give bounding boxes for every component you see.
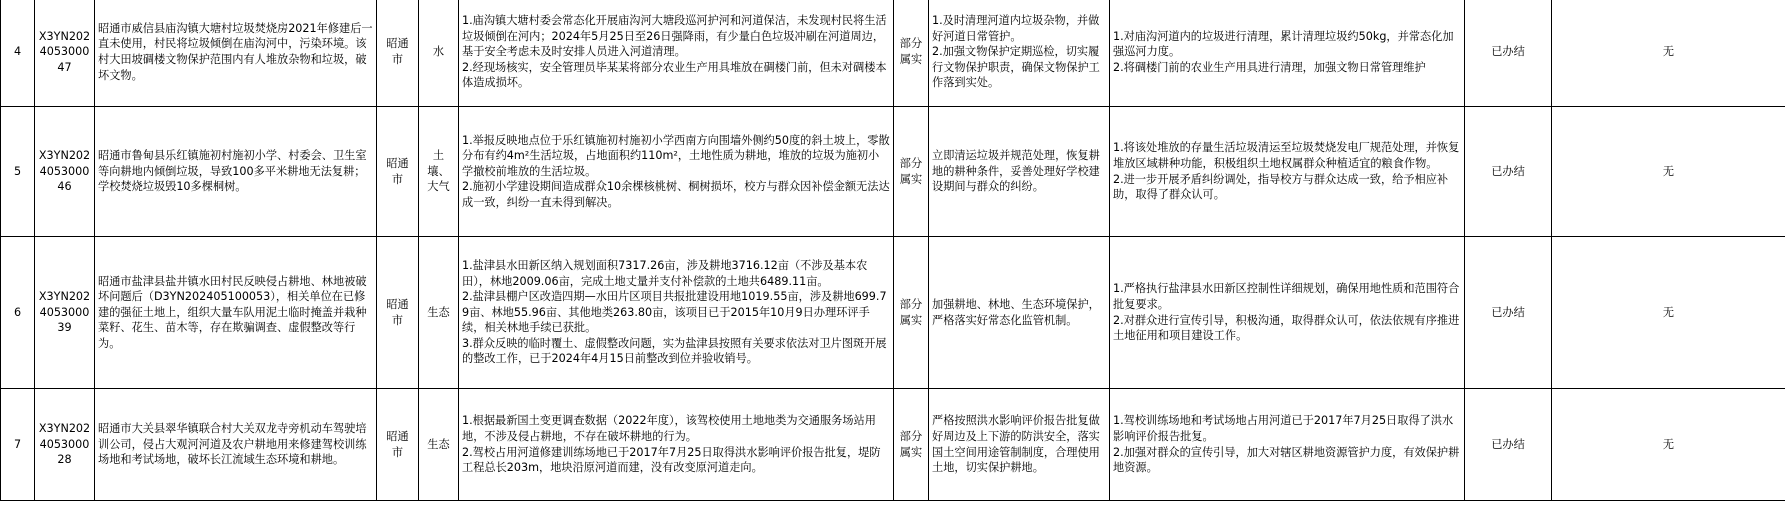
table-row xyxy=(1,389,1785,501)
finding-item: 2.盐津县棚户区改造四期—水田片区项目共报批建设用地1019.55亩，涉及耕地699.79亩、林地55.96亩、其他地类263.80亩，该项目已于2015年10月9日办理环评手续，相关林地手续已获批。 xyxy=(462,290,887,335)
handling-measures xyxy=(1110,389,1465,501)
case-code: X3YN202 405300028 xyxy=(35,389,95,501)
measure-item: 1.驾校训练场地和考试场地占用河道已于2017年7月25日取得了洪水影响评价报告批复。 xyxy=(1113,414,1454,443)
finding-item: 1.举报反映地点位于乐红镇施初村施初小学西南方向围墙外侧约50度的斜土坡上，零散分布有约4m²生活垃圾，占地面积约110m²，土地性质为耕地，堆放的垃圾为施初小学撤校前堆放的生活垃圾。 xyxy=(462,133,890,178)
table-row xyxy=(1,0,1785,107)
measure-item: 2.进一步开展矛盾纠纷调处，指导校方与群众达成一致，给予相应补助，取得了群众认可。 xyxy=(1113,172,1449,202)
rectification-requirements xyxy=(929,237,1110,389)
finding-item: 2.经现场核实，安全管理员毕某某将部分农业生产用具堆放在碉楼门前，但未对碉楼本体造成损坏。 xyxy=(462,60,887,90)
finding-item: 1.根据最新国土变更调查数据（2022年度），该驾校使用土地地类为交通服务场站用地，不涉及侵占耕地，不存在破坏耕地的行为。 xyxy=(462,414,876,443)
investigation-findings xyxy=(459,107,894,237)
pollution-type: 生态 xyxy=(419,237,459,389)
finding-item: 2.施初小学建设期间造成群众10余棵核桃树、桐树损坏，校方与群众因补偿金额无法达成一致，纠纷一直未得到解决。 xyxy=(462,180,890,209)
requirement-item: 立即清运垃圾并规范处理，恢复耕地的耕种条件，妥善处理好学校建设期间与群众的纠纷。 xyxy=(932,149,1100,194)
measure-item: 2.将碉楼门前的农业生产用具进行清理，加强文物日常管理维护 xyxy=(1113,60,1426,74)
city: 昭通 市 xyxy=(377,237,419,389)
rectification-requirements xyxy=(929,107,1110,237)
finding-item: 2.驾校占用河道修建训练场地已于2017年7月25日取得洪水影响评价报告批复，堤防工程总长203m，地块沿原河道而建，没有改变原河道走向。 xyxy=(462,445,881,475)
city: 昭通 市 xyxy=(377,107,419,237)
investigation-findings xyxy=(459,237,894,389)
finding-item: 1.庙沟镇大塘村委会常态化开展庙沟河大塘段巡河护河和河道保洁，未发现村民将生活垃圾倾倒在河内；2024年5月25日至26日强降雨，有少量白色垃圾冲刷在河道周边，基于安全考虑未及时安排人员进入河道清理。 xyxy=(462,14,887,59)
verification-status: 部分 属实 xyxy=(894,0,929,107)
verification-status: 部分 属实 xyxy=(894,107,929,237)
table-row xyxy=(1,107,1785,237)
pollution-type: 生态 xyxy=(419,389,459,501)
accountability: 无 xyxy=(1552,389,1785,501)
accountability: 无 xyxy=(1552,0,1785,107)
handling-result: 已办结 xyxy=(1465,389,1552,501)
handling-measures xyxy=(1110,107,1465,237)
measure-item: 1.对庙沟河道内的垃圾进行清理，累计清理垃圾约50kg，并常态化加强巡河力度。 xyxy=(1113,29,1454,59)
investigation-findings xyxy=(459,0,894,107)
accountability: 无 xyxy=(1552,107,1785,237)
case-code: X3YN202 405300039 xyxy=(35,237,95,389)
row-number: 5 xyxy=(1,107,35,237)
row-number: 6 xyxy=(1,237,35,389)
measure-item: 1.将该处堆放的存量生活垃圾清运至垃圾焚烧发电厂规范处理，并恢复堆放区域耕种功能，积极组织土地权属群众种植适宜的粮食作物。 xyxy=(1113,141,1460,170)
case-code: X3YN202 405300046 xyxy=(35,107,95,237)
handling-result: 已办结 xyxy=(1465,237,1552,389)
problem-description: 昭通市盐津县盐井镇水田村民反映侵占耕地、林地被破坏问题后（D3YN202405100053），相关单位在已修建的强征土地上，组织大量车队用泥土临时掩盖并栽种菜籽、花生、苗木等，存在欺骗调查、虚假整改等行为。 xyxy=(95,237,377,389)
problem-description: 昭通市大关县翠华镇联合村大关双龙寺旁机动车驾驶培训公司，侵占大观河河道及农户耕地用来修建驾校训练场地和考试场地，破坏长江流域生态环境和耕地。 xyxy=(95,389,377,501)
verification-status: 部分 属实 xyxy=(894,237,929,389)
requirement-item: 2.加强文物保护定期巡检，切实履行文物保护职责，确保文物保护工作落到实处。 xyxy=(932,45,1100,90)
measure-item: 2.对群众进行宣传引导，积极沟通，取得群众认可，依法依规有序推进土地征用和项目建设工作。 xyxy=(1113,313,1460,343)
measure-item: 1.严格执行盐津县水田新区控制性详细规划，确保用地性质和范围符合批复要求。 xyxy=(1113,282,1460,311)
pollution-type: 水 xyxy=(419,0,459,107)
accountability: 无 xyxy=(1552,237,1785,389)
finding-item: 1.盐津县水田新区纳入规划面积7317.26亩，涉及耕地3716.12亩（不涉及基本农田），林地2009.06亩，完成土地丈量并支付补偿款的土地共6489.11亩。 xyxy=(462,258,868,288)
case-code: X3YN202 405300047 xyxy=(35,0,95,107)
verification-status: 部分 属实 xyxy=(894,389,929,501)
requirement-item: 1.及时清理河道内垃圾杂物，并做好河道日常管护。 xyxy=(932,14,1100,43)
handling-result: 已办结 xyxy=(1465,107,1552,237)
table-row xyxy=(1,237,1785,389)
row-number: 7 xyxy=(1,389,35,501)
problem-description: 昭通市威信县庙沟镇大塘村垃圾焚烧房2021年修建后一直未使用，村民将垃圾倾倒在庙沟河中，污染环境。该村大田坡碉楼文物保护范围内有人堆放杂物和垃圾，破坏文物。 xyxy=(95,0,377,107)
handling-measures xyxy=(1110,237,1465,389)
rectification-requirements xyxy=(929,0,1110,107)
finding-item: 3.群众反映的临时覆土、虚假整改问题，实为盐津县按照有关要求依法对卫片图斑开展的整改工作，已于2024年4月15日前整改到位并验收销号。 xyxy=(462,336,887,366)
investigation-findings xyxy=(459,389,894,501)
city: 昭通 市 xyxy=(377,389,419,501)
requirement-item: 加强耕地、林地、生态环境保护，严格落实好常态化监管机制。 xyxy=(932,297,1100,327)
pollution-type: 土壤、 大气 xyxy=(419,107,459,237)
measure-item: 2.加强对群众的宣传引导，加大对辖区耕地资源管护力度，有效保护耕地资源。 xyxy=(1113,445,1460,475)
row-number: 4 xyxy=(1,0,35,107)
requirement-item: 严格按照洪水影响评价报告批复做好周边及上下游的防洪安全，落实国土空间用途管制制度，合理使用土地，切实保护耕地。 xyxy=(932,414,1100,475)
handling-result: 已办结 xyxy=(1465,0,1552,107)
rectification-requirements xyxy=(929,389,1110,501)
problem-description: 昭通市鲁甸县乐红镇施初村施初小学、村委会、卫生室等向耕地内倾倒垃圾，导致100多平米耕地无法复耕；学校焚烧垃圾毁10多棵桐树。 xyxy=(95,107,377,237)
city: 昭通 市 xyxy=(377,0,419,107)
handling-measures xyxy=(1110,0,1465,107)
